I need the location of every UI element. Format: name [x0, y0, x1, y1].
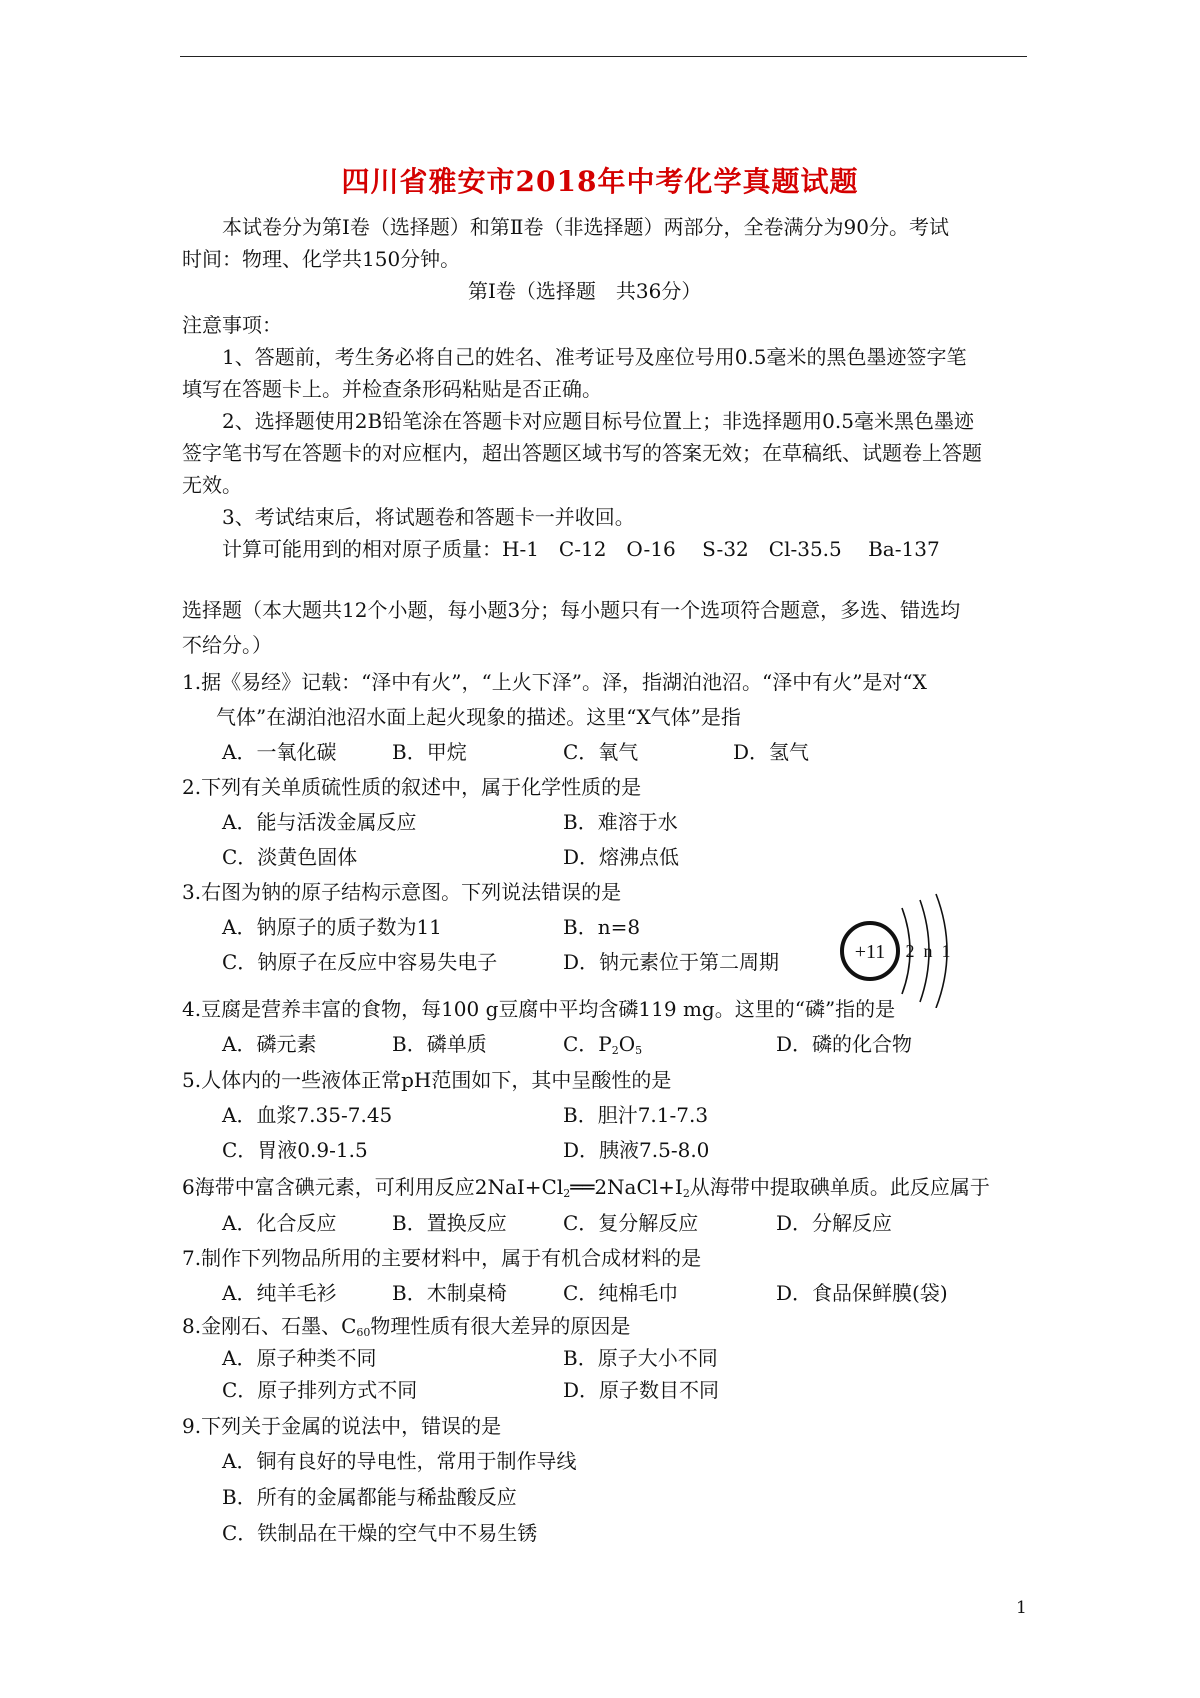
q1-option-c: C．氧气: [563, 740, 639, 764]
notes-heading: 注意事项：: [182, 313, 282, 337]
q6-option-a: A．化合反应: [222, 1211, 337, 1235]
q1-option-d: D．氢气: [733, 740, 810, 764]
q2-option-a: A．能与活泼金属反应: [222, 810, 417, 834]
q2-option-c: C．淡黄色固体: [222, 845, 358, 869]
q4-option-d: D．磷的化合物: [776, 1032, 913, 1056]
q7-option-c: C．纯棉毛巾: [563, 1281, 679, 1305]
q5-stem: 5.人体内的一些液体正常pH范围如下，其中呈酸性的是: [182, 1068, 672, 1092]
q3-option-b: B．n=8: [563, 915, 641, 939]
q1-option-a: A．一氧化碳: [222, 740, 337, 764]
q9-option-c: C．铁制品在干燥的空气中不易生锈: [222, 1521, 538, 1545]
q6-option-b: B．置换反应: [392, 1211, 507, 1235]
intro-line-2: 时间：物理、化学共150分钟。: [182, 247, 461, 271]
atomic-masses: 计算可能用到的相对原子质量：H-1 C-12 O-16 S-32 Cl-35.5 Ba-137: [222, 537, 940, 561]
document-title: 四川省雅安市2018年中考化学真题试题: [341, 165, 859, 198]
q1-stem-line-1: 1.据《易经》记载：“泽中有火”，“上火下泽”。泽，指湖泊池沼。“泽中有火”是对“X: [182, 670, 927, 694]
q9-option-a: A．铜有良好的导电性，常用于制作导线: [222, 1449, 577, 1473]
q2-option-d: D．熔沸点低: [563, 845, 680, 869]
q6-stem: 6海带中富含碘元素，可利用反应$2NaI+Cl_2══2NaCl+I_2$从海带中提取碘单质。此反应属于: [182, 1175, 990, 1200]
q8-option-b: B．原子大小不同: [563, 1346, 718, 1370]
shell-3-electrons: 1: [941, 941, 951, 961]
q6-option-d: D．分解反应: [776, 1211, 893, 1235]
page-number: 1: [1016, 1598, 1027, 1618]
note-1-line-2: 填写在答题卡上。并检查条形码粘贴是否正确。: [182, 377, 602, 401]
q1-option-b: B．甲烷: [392, 740, 467, 764]
mc-intro-line-1: 选择题（本大题共12个小题，每小题3分；每小题只有一个选项符合题意，多选、错选均: [182, 598, 961, 622]
q5-option-c: C．胃液0.9-1.5: [222, 1138, 368, 1162]
q7-option-d: D．食品保鲜膜(袋): [776, 1281, 948, 1305]
q4-option-b: B．磷单质: [392, 1032, 487, 1056]
q1-stem-line-2: 气体”在湖泊池沼水面上起火现象的描述。这里“X气体”是指: [216, 705, 741, 729]
q8-option-d: D．原子数目不同: [563, 1378, 720, 1402]
q4-option-c: C．$P_2O_5$: [563, 1032, 643, 1057]
header-rule: [180, 56, 1027, 57]
note-2-line-3: 无效。: [182, 473, 242, 497]
sodium-atom-structure-diagram: [838, 890, 956, 1008]
q8-stem: 8.金刚石、石墨、$C_{60}$物理性质有很大差异的原因是: [182, 1314, 631, 1339]
q5-option-a: A．血浆7.35-7.45: [222, 1103, 393, 1127]
note-2-line-1: 2、选择题使用2B铅笔涂在答题卡对应题目标号位置上；非选择题用0.5毫米黑色墨迹: [222, 409, 974, 433]
shell-1-electrons: 2: [905, 941, 915, 961]
note-1-line-1: 1、答题前，考生务必将自己的姓名、准考证号及座位号用0.5毫米的黑色墨迹签字笔: [222, 345, 967, 369]
q2-option-b: B．难溶于水: [563, 810, 678, 834]
q8-option-a: A．原子种类不同: [222, 1346, 377, 1370]
intro-line-1: 本试卷分为第Ⅰ卷（选择题）和第Ⅱ卷（非选择题）两部分，全卷满分为90分。考试: [222, 215, 949, 239]
nucleus-label: +11: [854, 941, 886, 963]
q6-option-c: C．复分解反应: [563, 1211, 699, 1235]
q5-option-d: D．胰液7.5-8.0: [563, 1138, 710, 1162]
q9-stem: 9.下列关于金属的说法中，错误的是: [182, 1414, 502, 1438]
q9-option-b: B．所有的金属都能与稀盐酸反应: [222, 1485, 517, 1509]
shell-2-electrons: n: [923, 941, 933, 961]
q3-stem: 3.右图为钠的原子结构示意图。下列说法错误的是: [182, 880, 622, 904]
note-3: 3、考试结束后，将试题卷和答题卡一并收回。: [222, 505, 635, 529]
q4-stem: 4.豆腐是营养丰富的食物，每100 g豆腐中平均含磷119 mg。这里的“磷”指的是: [182, 997, 896, 1021]
q3-option-d: D．钠元素位于第二周期: [563, 950, 780, 974]
note-2-line-2: 签字笔书写在答题卡的对应框内，超出答题区域书写的答案无效；在草稿纸、试题卷上答题: [182, 441, 982, 465]
q7-option-a: A．纯羊毛衫: [222, 1281, 337, 1305]
q7-option-b: B．木制桌椅: [392, 1281, 507, 1305]
q3-option-c: C．钠原子在反应中容易失电子: [222, 950, 498, 974]
mc-intro-line-2: 不给分。）: [182, 633, 272, 657]
section-heading: 第Ⅰ卷（选择题 共36分）: [468, 279, 702, 303]
q7-stem: 7.制作下列物品所用的主要材料中，属于有机合成材料的是: [182, 1246, 702, 1270]
q2-stem: 2.下列有关单质硫性质的叙述中，属于化学性质的是: [182, 775, 642, 799]
q5-option-b: B．胆汁7.1-7.3: [563, 1103, 709, 1127]
q3-option-a: A．钠原子的质子数为11: [222, 915, 442, 939]
q8-option-c: C．原子排列方式不同: [222, 1378, 418, 1402]
q4-option-a: A．磷元素: [222, 1032, 317, 1056]
